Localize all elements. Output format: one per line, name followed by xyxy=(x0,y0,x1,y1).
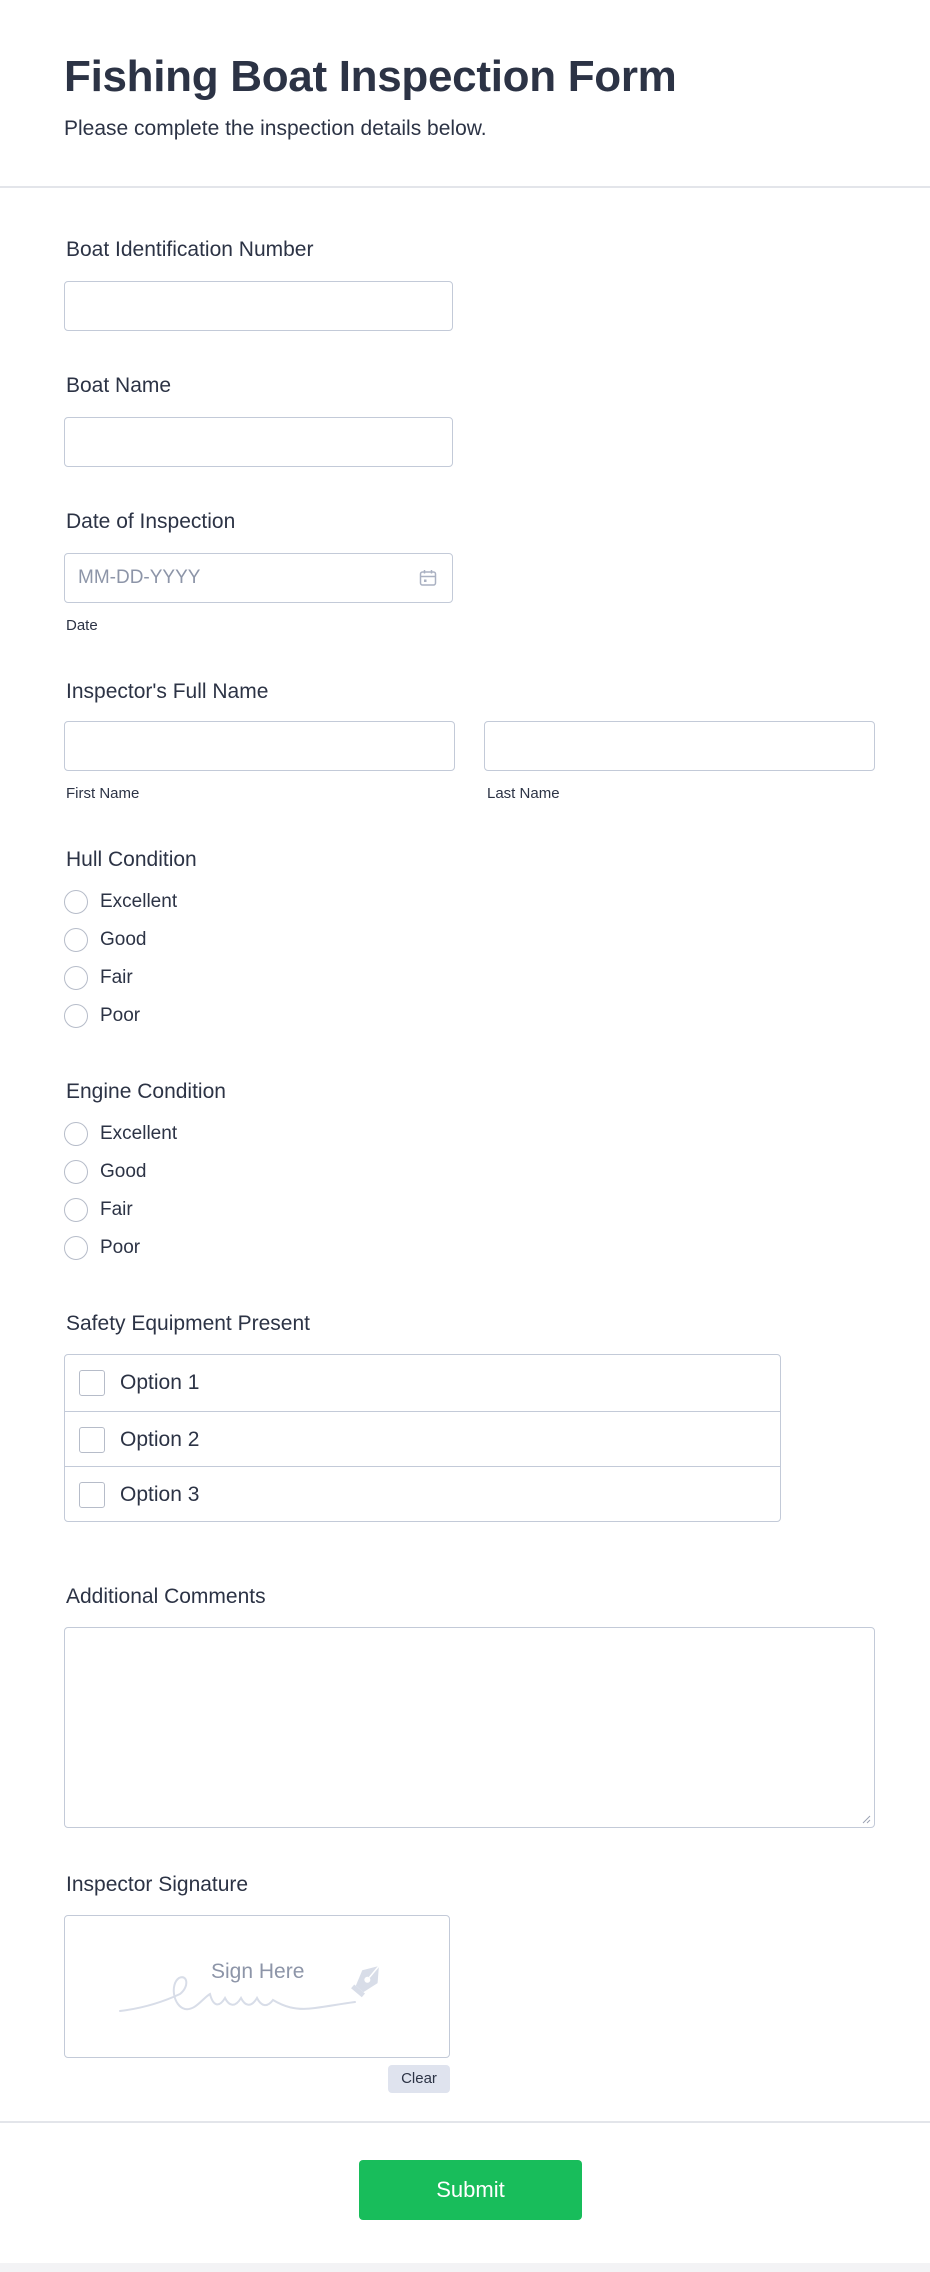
engine-condition-label: Engine Condition xyxy=(66,1080,226,1103)
form-subtitle: Please complete the inspection details below. xyxy=(64,117,487,140)
boat-name-label: Boat Name xyxy=(66,374,172,397)
comments-textarea[interactable] xyxy=(64,1627,875,1828)
resize-handle-icon[interactable] xyxy=(861,1814,871,1824)
signature-label: Inspector Signature xyxy=(66,1873,249,1896)
last-name-input[interactable] xyxy=(484,721,875,771)
clear-signature-button[interactable]: Clear xyxy=(388,2065,450,2093)
boat-name-input[interactable] xyxy=(64,417,453,467)
engine-option[interactable] xyxy=(64,1196,133,1224)
checkbox[interactable] xyxy=(79,1370,105,1396)
calendar-icon[interactable] xyxy=(418,568,438,588)
radio-label: Excellent xyxy=(100,891,178,912)
form-title: Fishing Boat Inspection Form xyxy=(64,52,677,101)
radio-label: Good xyxy=(100,929,147,950)
safety-equipment-label: Safety Equipment Present xyxy=(66,1312,310,1335)
sign-here-placeholder: Sign Here xyxy=(211,1960,305,1983)
hull-option[interactable] xyxy=(64,888,177,916)
date-placeholder: MM-DD-YYYY xyxy=(78,567,201,588)
safety-option[interactable] xyxy=(65,1355,780,1411)
radio-label: Fair xyxy=(100,1199,133,1220)
inspector-name-label: Inspector's Full Name xyxy=(66,680,269,703)
checkbox-label: Option 2 xyxy=(120,1427,200,1451)
engine-option[interactable] xyxy=(64,1120,177,1148)
radio-button[interactable] xyxy=(64,890,88,914)
safety-option[interactable] xyxy=(65,1411,780,1467)
first-name-input[interactable] xyxy=(64,721,455,771)
boat-id-label: Boat Identification Number xyxy=(66,238,314,261)
pen-nib-icon xyxy=(347,1958,389,2000)
checkbox[interactable] xyxy=(79,1427,105,1453)
hull-option[interactable] xyxy=(64,964,133,992)
engine-option[interactable] xyxy=(64,1234,140,1262)
radio-button[interactable] xyxy=(64,1160,88,1184)
checkbox-label: Option 1 xyxy=(120,1371,200,1394)
hull-option[interactable] xyxy=(64,1002,140,1030)
form-header xyxy=(64,52,677,142)
footer-divider xyxy=(0,2121,930,2123)
safety-option[interactable] xyxy=(65,1466,780,1522)
checkbox-label: Option 3 xyxy=(120,1482,200,1506)
signature-pad[interactable] xyxy=(64,1915,450,2058)
radio-label: Good xyxy=(100,1161,147,1182)
first-name-sublabel: First Name xyxy=(66,785,140,802)
hull-condition-label: Hull Condition xyxy=(66,848,197,871)
radio-button[interactable] xyxy=(64,1198,88,1222)
radio-button[interactable] xyxy=(64,1236,88,1260)
radio-label: Excellent xyxy=(100,1123,178,1144)
radio-label: Poor xyxy=(100,1237,141,1258)
radio-label: Poor xyxy=(100,1005,141,1026)
hull-option[interactable] xyxy=(64,926,146,954)
checkbox[interactable] xyxy=(79,1482,105,1508)
radio-button[interactable] xyxy=(64,928,88,952)
submit-button[interactable]: Submit xyxy=(359,2160,582,2220)
safety-equipment-group xyxy=(64,1354,781,1522)
engine-option[interactable] xyxy=(64,1158,146,1186)
boat-id-input[interactable] xyxy=(64,281,453,331)
last-name-sublabel: Last Name xyxy=(487,785,560,802)
comments-label: Additional Comments xyxy=(66,1585,266,1608)
radio-label: Fair xyxy=(100,967,133,988)
inspection-date-input[interactable] xyxy=(64,553,453,603)
radio-button[interactable] xyxy=(64,1004,88,1028)
date-sublabel: Date xyxy=(66,617,98,634)
header-divider xyxy=(0,186,930,188)
radio-button[interactable] xyxy=(64,1122,88,1146)
inspection-date-label: Date of Inspection xyxy=(66,510,236,533)
radio-button[interactable] xyxy=(64,966,88,990)
